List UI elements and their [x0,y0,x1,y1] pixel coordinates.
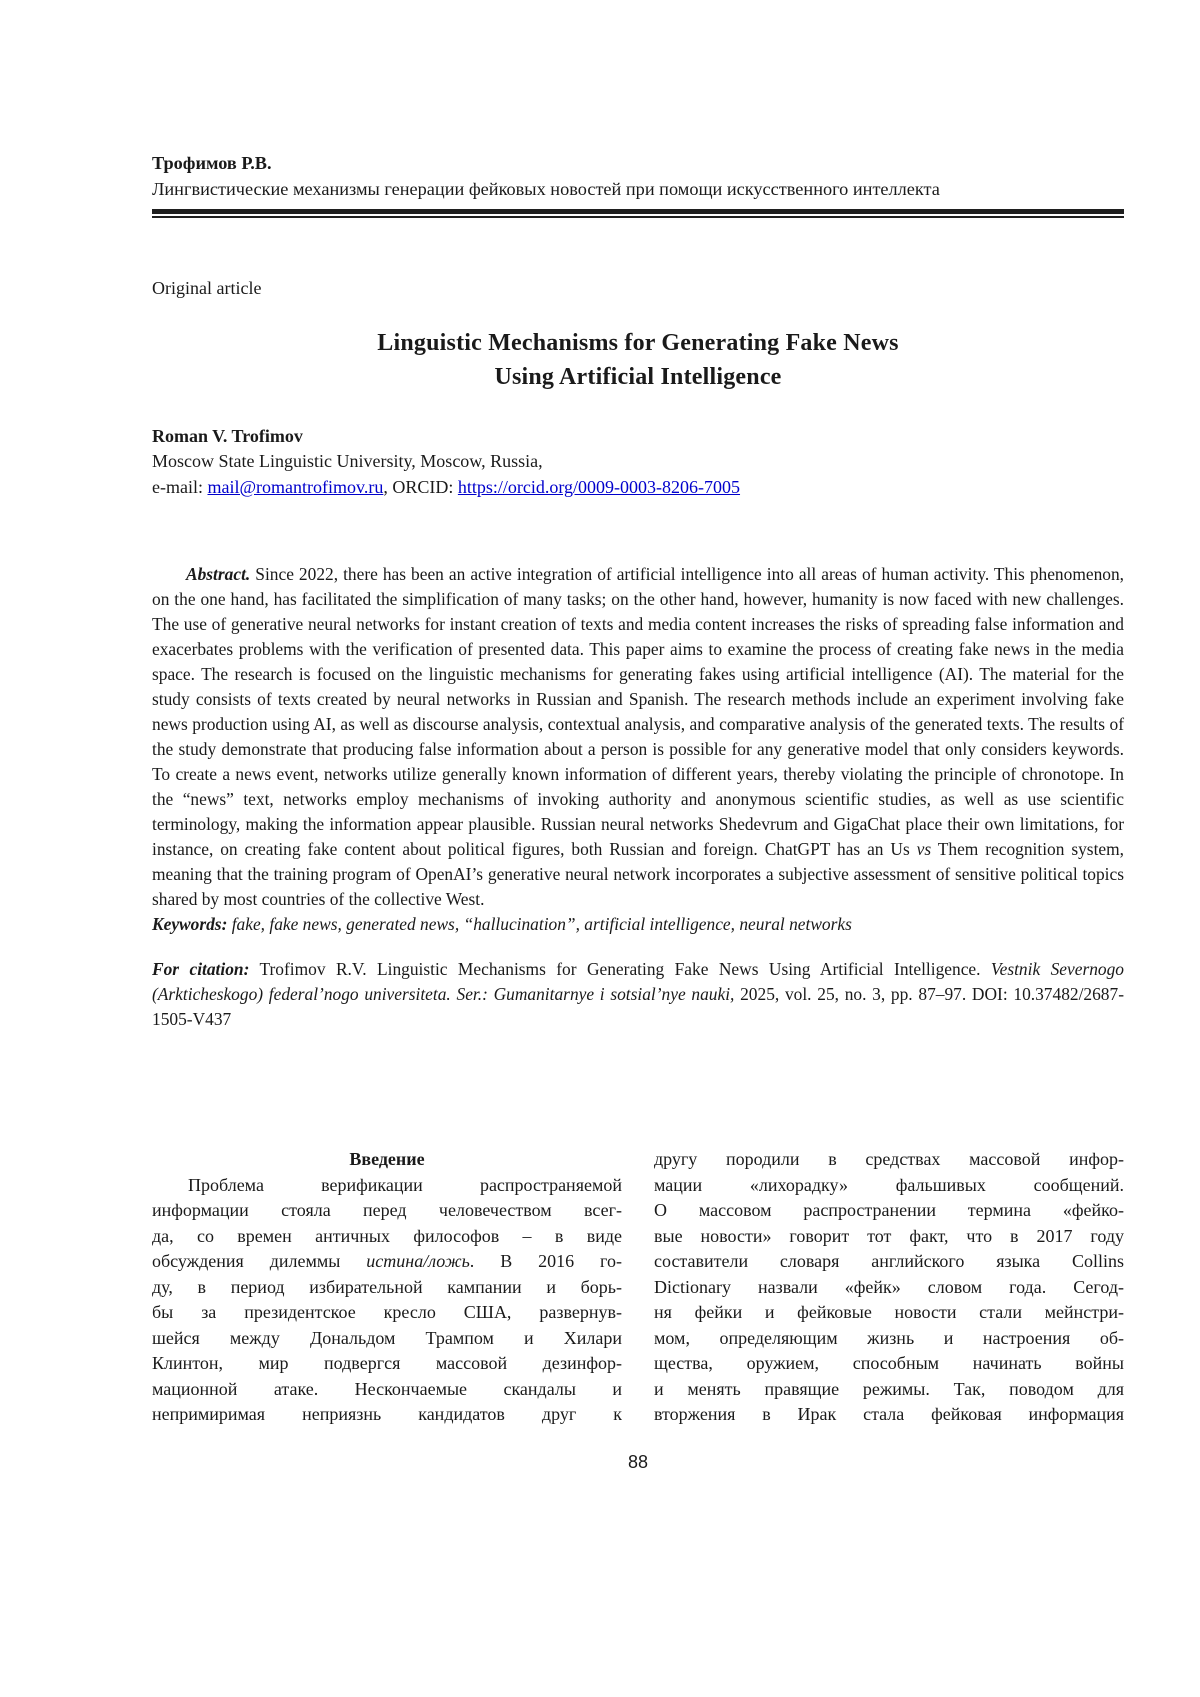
intro-left-line: мационной атаке. Нескончаемые скандалы и [152,1378,622,1399]
citation-text: Trofimov R.V. Linguistic Mechanisms for Generating Fake News Using Artificial Intelligence. [249,959,991,979]
intro-right-line: и менять правящие режимы. Так, поводом для [654,1378,1124,1399]
introduction-columns [152,1147,1124,1428]
author-contact-line [152,475,1124,500]
intro-left-line: бы за президентское кресло США, развернув- [152,1302,622,1322]
keywords-line [152,912,1124,937]
keywords-label: Keywords: [152,914,228,934]
page-number: 88 [627,1452,649,1472]
intro-left-line [152,1249,622,1275]
email-label: e-mail: [152,476,208,497]
abstract-text-1: Since 2022, there has been an active integration of artificial intelligence into all areas of human activity. This phenomenon, on the one hand, has facilitated the simplification of many tasks; on the other hand, however, humanity is now faced with new challenges. The use of generative neural networks for instant creation of texts and media content increases the risks of spreading false information and exacerbates problems with the verification of presented data. This paper aims to examine the process of creating fake news in the media space. The research is focused on the linguistic mechanisms for generating fakes using artificial intelligence (AI). The material for the study consists of texts created by neural networks in Russian and Spanish. The research methods include an experiment involving fake news production using AI, as well as discourse analysis, contextual analysis, and comparative analysis of the generated texts. The results of the study demonstrate that producing false information about a person is possible for any generative model that only considers keywords. To create a news event, networks utilize generally known information of different years, thereby violating the principle of chronotope. In the “news” text, networks employ mechanisms of invoking authority and anonymous scientific studies, as well as use scientific terminology, making the information appear plausible. Russian neural networks Shedevrum and GigaChat place their own limitations, for instance, on creating fake content about political figures, both Russian and foreign. ChatGPT has an Us [152,564,1124,859]
introduction-heading: Введение [349,1149,425,1169]
abstract-text-2: Them recognition system, meaning that the training program of OpenAI’s generative neural network incorporates a subjective assessment of sensitive political topics shared by most countries of the collective West. [152,839,1124,909]
author-name: Roman V. Trofimov [152,426,303,446]
orcid-label: , ORCID: [383,476,458,497]
intro-left-line: непримиримая неприязнь кандидатов друг к [152,1404,622,1424]
citation-journal: Vestnik Severnogo (Arkticheskogo) federal’nogo universiteta. Ser.: Gumanitarnye i sotsial’nye nauki, [152,959,1124,1004]
running-header-author: Трофимов Р.В. [152,153,272,173]
intro-left-line4-italic: истина/ложь [366,1251,470,1271]
citation-label: For citation: [152,959,250,979]
header-rule-thick [152,209,1124,214]
running-header-title: Лингвистические механизмы генерации фейковых новостей при помощи искусственного интеллекта [152,179,940,199]
intro-right-line: другу породили в средствах массовой инфор- [654,1149,1124,1169]
intro-left-line4-post: . В 2016 го- [469,1251,622,1271]
intro-right-line: Dictionary назвали «фейк» словом года. Сегод- [654,1276,1124,1297]
citation-tail: 2025, vol. 25, no. 3, pp. 87–97. DOI: 10.37482/2687-1505-V437 [152,984,1124,1029]
intro-right-line: вые новости» говорит тот факт, что в 2017 году [654,1225,1124,1246]
citation-paragraph [152,957,1124,1032]
intro-right-line: составители словаря английского языка Collins [654,1251,1124,1271]
article-type-label: Original article [152,278,262,298]
intro-right-line: вторжения в Ирак стала фейковая информация [654,1404,1124,1424]
paper-title [152,326,1124,394]
intro-left-line: ду, в период избирательной кампании и борь- [152,1276,622,1297]
intro-left-column [152,1147,622,1428]
intro-right-line: мации «лихорадку» фальшивых сообщений. [654,1174,1124,1195]
intro-right-line: мом, определяющим жизнь и настроения об- [654,1327,1124,1348]
author-block [152,424,1124,500]
intro-left-line: информации стояла перед человечеством всег- [152,1200,622,1220]
header-rule-thin [152,216,1124,218]
intro-left-line: Клинтон, мир подвергся массовой дезинфор- [152,1353,622,1373]
intro-left-line: Проблема верификации распространяемой [188,1174,622,1195]
abstract-vs: vs [916,839,932,859]
intro-left-line4-pre: обсуждения дилеммы [152,1251,367,1271]
orcid-link[interactable]: https://orcid.org/0009-0003-8206-7005 [457,476,741,497]
intro-right-line: ня фейки и фейковые новости стали мейнстри- [654,1302,1124,1322]
abstract-section [152,562,1124,1032]
email-link[interactable]: mail@romantrofimov.ru [207,476,384,497]
intro-right-line: О массовом распространении термина «фейко- [654,1200,1124,1220]
running-header [152,150,1124,202]
header-rule [152,209,1124,218]
intro-right-line: щества, оружием, способным начинать войны [654,1353,1124,1373]
intro-right-column [654,1147,1124,1428]
paper-title-line1: Linguistic Mechanisms for Generating Fake News [377,330,899,356]
paper-title-line2: Using Artificial Intelligence [494,364,782,390]
keywords-text: fake, fake news, generated news, “hallucination”, artificial intelligence, neural networks [227,914,852,934]
abstract-paragraph [152,562,1124,912]
intro-left-line: шейся между Дональдом Трампом и Хилари [152,1327,622,1348]
intro-left-line: да, со времен античных философов – в виде [152,1225,622,1246]
author-affiliation: Moscow State Linguistic University, Moscow, Russia, [152,451,543,472]
abstract-label: Abstract. [186,564,251,584]
